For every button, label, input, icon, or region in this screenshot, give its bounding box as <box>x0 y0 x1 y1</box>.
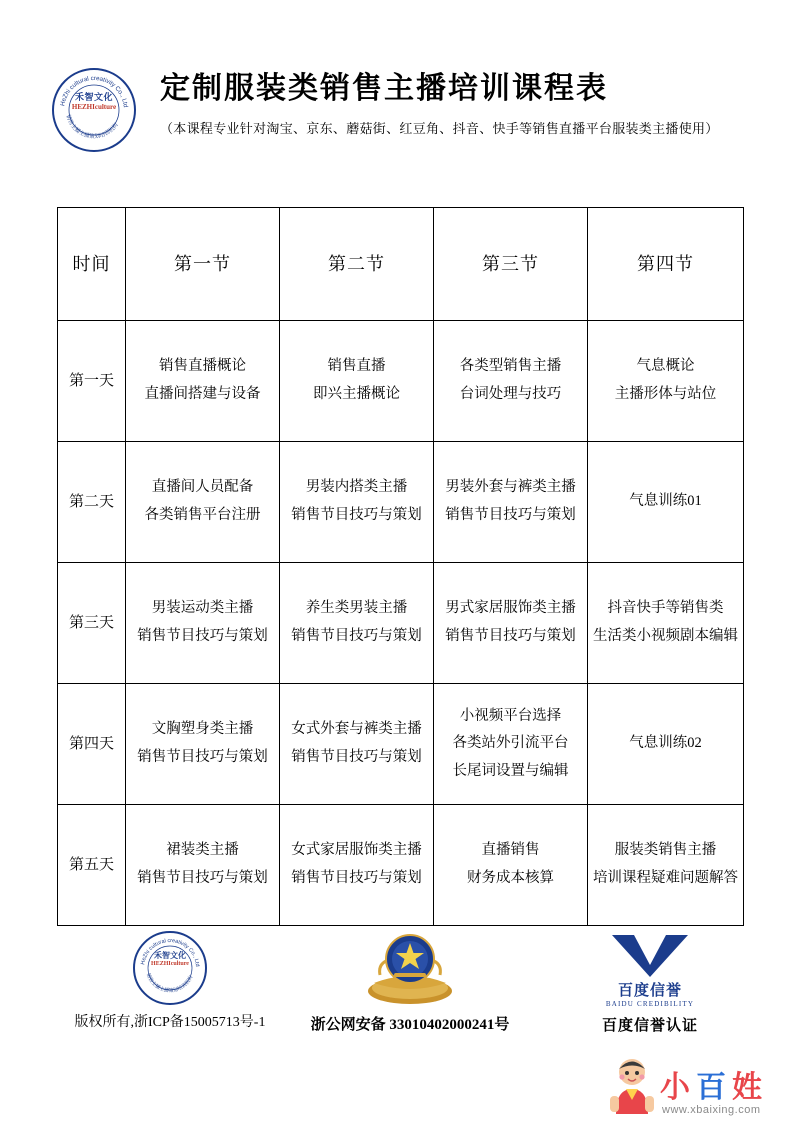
cell-line: 销售节目技巧与策划 <box>445 628 576 644</box>
cell-line: 财务成本核算 <box>467 870 554 886</box>
mascot-icon <box>608 1056 656 1118</box>
cell-line: 各类型销售主播 <box>459 358 562 375</box>
column-header-period-2: 第二节 <box>280 208 434 321</box>
cell-line: 培训课程疑难问题解答 <box>593 870 738 886</box>
table-cell <box>280 442 434 563</box>
table-cell <box>126 684 280 805</box>
day-label: 第四天 <box>58 684 126 805</box>
table-cell <box>588 805 744 926</box>
watermark-char-2: 百 <box>696 1071 726 1104</box>
watermark-char-1: 小 <box>660 1071 690 1104</box>
cell-line: 女式家居服饰类主播 <box>291 842 422 859</box>
table-cell <box>126 442 280 563</box>
cell-line: 各类销售平台注册 <box>144 507 261 523</box>
cell-line: 裙装类主播 <box>166 842 239 859</box>
table-row <box>58 563 744 684</box>
logo-en-name: HEZHIculture <box>151 961 189 967</box>
logo-cn-name: 禾智文化 <box>74 92 113 102</box>
title-block <box>160 70 780 137</box>
table-cell <box>588 563 744 684</box>
cell-line: 男式家居服饰类主播 <box>445 600 576 617</box>
gov-record-caption: 浙公网安备 33010402000241号 <box>310 1017 510 1033</box>
cell-line: 台词处理与技巧 <box>459 386 562 402</box>
table-cell <box>588 442 744 563</box>
cell-line: 销售节目技巧与策划 <box>291 507 422 523</box>
svg-text:HeZhi cultural creativity Co.,: HeZhi cultural creativity Co., Ltd <box>59 74 129 108</box>
cell-line: 销售直播概论 <box>159 358 246 375</box>
icp-caption: 版权所有,浙ICP备15005713号-1 <box>74 1015 266 1030</box>
page-title: 定制服装类销售主播培训课程表 <box>160 72 608 105</box>
svg-text:销售主播主播策划培训机构: 销售主播主播策划培训机构 <box>144 972 195 995</box>
cell-line: 男装运动类主播 <box>151 600 254 617</box>
table-cell <box>126 805 280 926</box>
cell-line: 文胸塑身类主播 <box>151 721 254 738</box>
cell-line: 销售节目技巧与策划 <box>291 628 422 644</box>
company-logo <box>52 68 136 152</box>
police-emblem-icon <box>364 931 456 1007</box>
cell-line: 男装内搭类主播 <box>305 479 408 496</box>
schedule-table <box>57 207 744 926</box>
cell-line: 小视频平台选择 <box>459 707 562 724</box>
table-header <box>58 208 744 321</box>
table-row <box>58 805 744 926</box>
baidu-badge-en: BAIDU CREDIBILITY <box>605 1000 695 1008</box>
cell-line: 销售直播 <box>327 358 386 375</box>
schedule-table-wrapper <box>57 207 743 926</box>
cell-line: 服装类销售主播 <box>614 842 717 859</box>
company-logo-small <box>133 931 207 1005</box>
footer-icp-block <box>60 931 280 1031</box>
cell-line: 销售节目技巧与策划 <box>137 870 268 886</box>
table-row <box>58 684 744 805</box>
table-row <box>58 442 744 563</box>
cell-line: 销售节目技巧与策划 <box>291 749 422 765</box>
table-cell <box>126 563 280 684</box>
cell-line: 男装外套与裤类主播 <box>445 479 576 496</box>
cell-line: 销售节目技巧与策划 <box>137 628 268 644</box>
table-cell <box>280 563 434 684</box>
column-header-period-3: 第三节 <box>434 208 588 321</box>
day-label: 第二天 <box>58 442 126 563</box>
cell-line: 气息训练01 <box>629 493 702 510</box>
day-label: 第一天 <box>58 321 126 442</box>
table-body <box>58 321 744 926</box>
cell-line: 直播间搭建与设备 <box>144 386 261 402</box>
baidu-caption: 百度信誉认证 <box>601 1018 698 1034</box>
footer-baidu-block[interactable] <box>540 931 760 1035</box>
cell-line: 女式外套与裤类主播 <box>291 721 422 738</box>
cell-line: 直播间人员配备 <box>151 479 254 496</box>
table-row <box>58 321 744 442</box>
cell-line: 主播形体与站位 <box>614 386 717 402</box>
cell-line: 各类站外引流平台 <box>452 735 569 752</box>
column-header-period-4: 第四节 <box>588 208 744 321</box>
table-cell <box>126 321 280 442</box>
day-label: 第三天 <box>58 563 126 684</box>
svg-text:销售主播主播策划培训机构: 销售主播主播策划培训机构 <box>64 114 120 141</box>
table-cell <box>280 805 434 926</box>
column-header-time: 时间 <box>58 208 126 321</box>
day-label: 第五天 <box>58 805 126 926</box>
table-cell <box>280 321 434 442</box>
footer-gov-block[interactable] <box>300 931 520 1034</box>
cell-line: 气息概论 <box>636 358 695 375</box>
table-cell <box>434 442 588 563</box>
table-cell <box>588 321 744 442</box>
watermark-char-3: 姓 <box>732 1071 762 1104</box>
cell-line: 销售节目技巧与策划 <box>291 870 422 886</box>
table-cell <box>280 684 434 805</box>
logo-ring-text-icon <box>135 933 205 1003</box>
site-watermark <box>608 1056 778 1128</box>
baidu-credibility-badge <box>585 931 715 1008</box>
document-header <box>0 58 800 168</box>
cell-line: 长尾词设置与编辑 <box>452 762 569 779</box>
document-footer <box>0 925 800 1075</box>
cell-line: 生活类小视频剧本编辑 <box>593 628 738 644</box>
table-header-row <box>58 208 744 321</box>
logo-en-name: HEZHIculture <box>71 103 117 111</box>
table-cell <box>434 563 588 684</box>
watermark-url: www.xbaixing.com <box>662 1104 761 1116</box>
column-header-period-1: 第一节 <box>126 208 280 321</box>
svg-text:HeZhi cultural creativity Co.,: HeZhi cultural creativity Co., Ltd <box>140 937 200 967</box>
cell-line: 销售节目技巧与策划 <box>137 749 268 765</box>
cell-line: 气息训练02 <box>629 735 702 752</box>
baidu-v-icon <box>608 931 692 977</box>
cell-line: 养生类男装主播 <box>305 600 408 617</box>
table-cell <box>434 321 588 442</box>
cell-line: 销售节目技巧与策划 <box>445 507 576 523</box>
cell-line: 即兴主播概论 <box>313 386 400 402</box>
table-cell <box>588 684 744 805</box>
table-cell <box>434 805 588 926</box>
baidu-badge-cn: 百度信誉 <box>617 983 682 999</box>
table-cell <box>434 684 588 805</box>
page-subtitle: （本课程专业针对淘宝、京东、蘑菇街、红豆角、抖音、快手等销售直播平台服装类主播使用） <box>160 120 719 136</box>
logo-cn-name: 禾智文化 <box>154 951 186 960</box>
cell-line: 抖音快手等销售类 <box>607 600 724 617</box>
cell-line: 直播销售 <box>481 842 540 859</box>
